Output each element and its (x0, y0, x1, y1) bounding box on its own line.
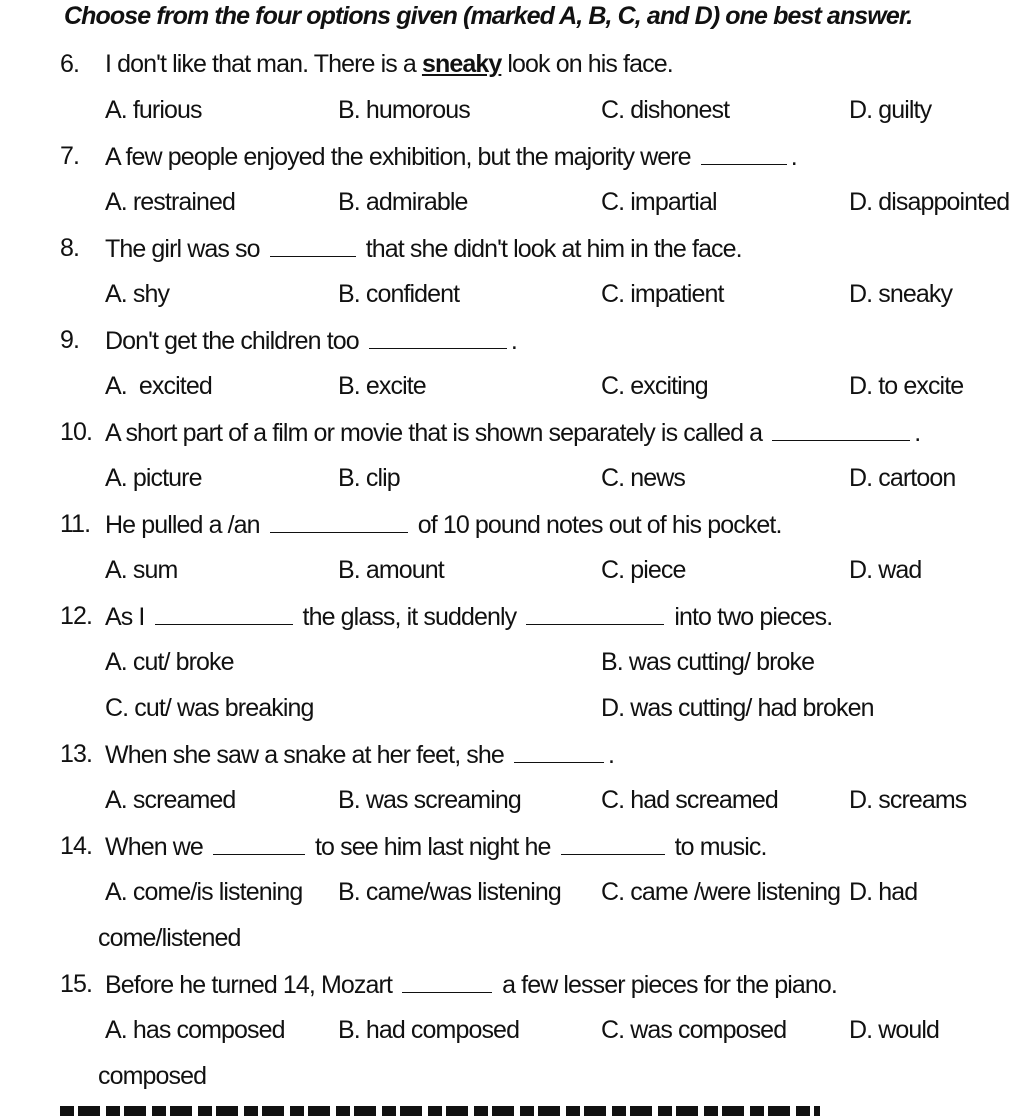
option-a: A. excited (105, 372, 212, 400)
question-9 (0, 326, 1024, 372)
question-number: 12. (60, 602, 93, 630)
answer-blank (561, 832, 665, 855)
option-d: D. disappointed (849, 188, 1010, 216)
option-a: A. restrained (105, 188, 236, 216)
option-d: D. screams (849, 786, 967, 814)
question-stem: Before he turned 14, Mozart a few lesser pieces for the piano. (105, 971, 837, 999)
option-d-continuation: composed (98, 1062, 207, 1090)
question-number: 10. (60, 418, 93, 446)
answer-blank (402, 970, 492, 993)
option-d-continuation: come/listened (98, 924, 241, 952)
option-c: C. news (601, 464, 686, 492)
option-b: B. was cutting/ broke (601, 648, 815, 676)
question-stem: When we to see him last night he to music. (105, 833, 767, 861)
option-d: D. cartoon (849, 464, 956, 492)
option-a: A. shy (105, 280, 170, 308)
answer-blank (270, 510, 408, 533)
question-11 (0, 510, 1024, 556)
question-stem: A few people enjoyed the exhibition, but the majority were . (105, 143, 797, 171)
question-13 (0, 740, 1024, 786)
option-b: B. was screaming (338, 786, 521, 814)
option-b: B. humorous (338, 96, 470, 124)
question-6 (0, 50, 1024, 96)
option-b: B. excite (338, 372, 426, 400)
answer-blank (270, 234, 356, 257)
option-c: C. piece (601, 556, 686, 584)
question-stem: A short part of a film or movie that is shown separately is called a . (105, 419, 921, 447)
answer-blank (526, 602, 664, 625)
question-10 (0, 418, 1024, 464)
question-stem: I don't like that man. There is a sneaky look on his face. (105, 50, 673, 78)
question-15 (0, 970, 1024, 1016)
question-number: 11. (60, 510, 91, 538)
question-12 (0, 602, 1024, 648)
question-number: 7. (60, 142, 80, 170)
option-b: B. confident (338, 280, 460, 308)
option-c: C. cut/ was breaking (105, 694, 314, 722)
question-7 (0, 142, 1024, 188)
option-d: D. had (849, 878, 918, 906)
question-8 (0, 234, 1024, 280)
question-14 (0, 832, 1024, 878)
option-c: C. exciting (601, 372, 708, 400)
question-stem: As I the glass, it suddenly into two pieces. (105, 603, 833, 631)
option-d: D. guilty (849, 96, 932, 124)
option-a: A. cut/ broke (105, 648, 234, 676)
instruction-heading: Choose from the four options given (marked A, B, C, and D) one best answer. (64, 2, 913, 30)
option-b: B. clip (338, 464, 400, 492)
answer-blank (701, 142, 787, 165)
option-c: C. came /were listening (601, 878, 841, 906)
option-a: A. screamed (105, 786, 236, 814)
question-stem: He pulled a /an of 10 pound notes out of his pocket. (105, 511, 782, 539)
answer-blank (514, 740, 604, 763)
option-c: C. impatient (601, 280, 724, 308)
option-a: A. furious (105, 96, 202, 124)
question-stem: When she saw a snake at her feet, she . (105, 741, 614, 769)
answer-blank (772, 418, 910, 441)
option-d: D. to excite (849, 372, 964, 400)
option-c: C. dishonest (601, 96, 730, 124)
option-d: D. sneaky (849, 280, 953, 308)
option-d: D. wad (849, 556, 922, 584)
question-number: 6. (60, 50, 80, 78)
option-c: C. impartial (601, 188, 717, 216)
keyword-underlined: sneaky (421, 50, 502, 78)
option-c: C. was composed (601, 1016, 787, 1044)
question-stem: The girl was so that she didn't look at him in the face. (105, 235, 742, 263)
question-number: 8. (60, 234, 80, 262)
question-number: 15. (60, 970, 93, 998)
option-b: B. admirable (338, 188, 468, 216)
option-a: A. picture (105, 464, 202, 492)
question-number: 13. (60, 740, 93, 768)
option-a: A. come/is listening (105, 878, 303, 906)
option-b: B. had composed (338, 1016, 520, 1044)
cut-off-next-heading (60, 1106, 820, 1116)
answer-blank (155, 602, 293, 625)
option-d: D. would (849, 1016, 940, 1044)
question-number: 14. (60, 832, 93, 860)
question-stem: Don't get the children too . (105, 327, 517, 355)
option-c: C. had screamed (601, 786, 778, 814)
question-number: 9. (60, 326, 80, 354)
option-a: A. has composed (105, 1016, 285, 1044)
option-b: B. amount (338, 556, 444, 584)
option-b: B. came/was listening (338, 878, 561, 906)
answer-blank (369, 326, 507, 349)
option-a: A. sum (105, 556, 178, 584)
option-d: D. was cutting/ had broken (601, 694, 874, 722)
answer-blank (213, 832, 305, 855)
